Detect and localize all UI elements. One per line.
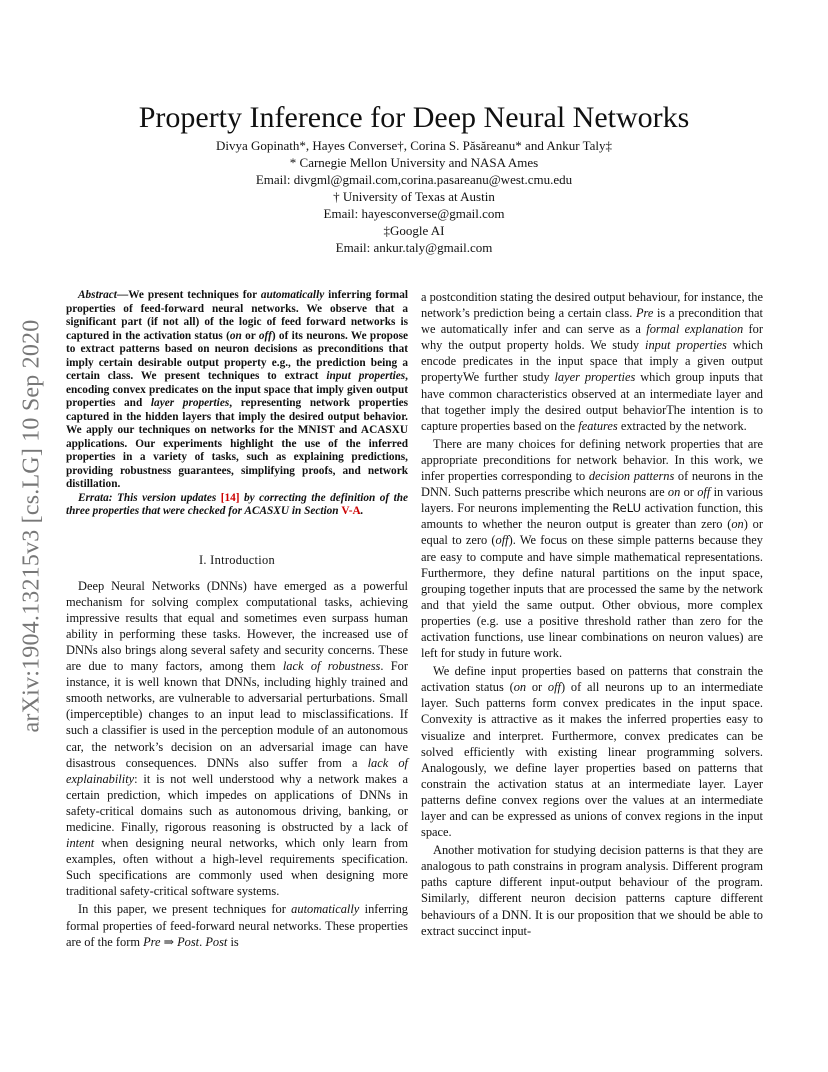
intro-paragraph-3: There are many choices for defining network properties that are appropriate preconditions for network behavior. In this work, we infer properties corresponding to decision patterns of neurons in the DNN. Such patterns prescribe which neurons are on or off in various layers. For neurons implementing the ReLU activation function, this amounts to whether the neuron output is greater than zero (on) or equal to zero (off). We focus on these simple patterns because they are easy to compute and have simple mathematical representations. Furthermore, they define natural partitions on the input space, grouping together inputs that are processed the same by the network and that yield the same output. Other obvious, more complex properties (e.g. use a positive threshold rather than zero for the activation functions, use linear combinations on neuron values) are left for study in future work. bbox=[421, 436, 764, 661]
left-column bbox=[66, 289, 408, 952]
author-names: Divya Gopinath*, Hayes Converse†, Corina S. Păsăreanu* and Ankur Taly‡ bbox=[216, 138, 612, 153]
affiliation-ut: † University of Texas at Austin bbox=[333, 189, 495, 204]
section-heading-introduction: I. Introduction bbox=[198, 552, 276, 567]
intro-paragraph-4: We define input properties based on patterns that constrain the activation status (on or off) of all neurons up to an intermediate layer. Such patterns form convex predicates in the input space. Convexity is attractive as it makes the inferred properties easy to visualize and interpret. Furthermore, convex predicates can be solved efficiently with existing linear programming solvers. Analogously, we define layer properties based on patterns that constrain the activation status at an intermediate layer. Layer patterns define convex regions over the values at an intermediate layer and can be expressed as unions of convex regions in the input space. bbox=[421, 664, 763, 840]
right-column bbox=[421, 289, 763, 941]
email-ut: Email: hayesconverse@gmail.com bbox=[323, 206, 505, 221]
intro-paragraph-1: Deep Neural Networks (DNNs) have emerged as a powerful mechanism for solving complex computational tasks, achieving impressive results that equal and sometimes even surpass human ability in performing these tasks. However, the increased use of DNNs also brings along several safety and security concerns. These are due to many factors, among them lack of robustness. For instance, it is well known that DNNs, including highly trained and smooth networks, are vulnerable to adversarial perturbations. Small (imperceptible) changes to an input lead to misclassifications. If such a classifier is used in the perception module of an autonomous car, the network’s decision on an adversarial image can have disastrous consequences. DNNs also suffer from a lack of explainability: it is not well understood why a network makes a certain prediction, which impedes on applications of DNNs in safety-critical domains such as autonomous driving, banking, or medicine. Finally, rigorous reasoning is obstructed by a lack of intent when designing neural networks, which only learn from examples, often without a high-level requirements specification. Such specifications are commonly used when designing more traditional safety-critical software systems. bbox=[66, 578, 408, 899]
intro-paragraph-2-continued: a postcondition stating the desired output behaviour, for instance, the network’s prediction being a certain class. Pre is a precondition that we automatically infer and can serve as a formal explanation for why the output property holds. We study input properties which encode predicates in the input space that imply a given output propertyWe further study layer properties which group inputs that have common characteristics observed at an intermediate layer and that together imply the desired output behaviorThe intention is to capture properties based on the features extracted by the network. bbox=[421, 290, 763, 433]
email-google: Email: ankur.taly@gmail.com bbox=[335, 240, 493, 255]
citation-link[interactable]: [14] bbox=[220, 491, 240, 504]
paper-title: Property Inference for Deep Neural Networks bbox=[138, 101, 690, 135]
intro-paragraph-2: In this paper, we present techniques for automatically inferring formal properties of feed-forward neural networks. These properties are of the form Pre ⇒ Post. Post is bbox=[66, 902, 408, 949]
arxiv-sidebar bbox=[14, 286, 50, 766]
affiliation-google: ‡Google AI bbox=[383, 223, 445, 238]
intro-paragraph-5: Another motivation for studying decision patterns is that they are analogous to path constrains in program analysis. Different program paths capture different input-output behaviour of the program. Similarly, different neuron decision patterns capture different behaviours of a DNN. It is our proposition that we should be able to extract succinct input- bbox=[421, 843, 763, 938]
errata-note: Errata: This version updates [14] by correcting the definition of the three properties that were checked for ACASXU in Section V-A. bbox=[66, 491, 409, 517]
abstract: Abstract—We present techniques for automatically inferring formal properties of feed-forward neural networks. We observe that a significant part (if not all) of the logic of feed forward networks is captured in the activation status (on or off) of its neurons. We propose to extract patterns based on neuron decisions as preconditions that imply certain desirable output property e.g., the prediction being a certain class. We present techniques to extract input properties, encoding convex predicates on the input space that imply given output properties and layer properties, representing network properties captured in the hidden layers that imply the desired output behavior. We apply our techniques on networks for the MNIST and ACASXU applications. Our experiments highlight the use of the inferred properties in a variety of tasks, such as explaining predictions, providing robustness guarantees, simplifying proofs, and network distillation. bbox=[66, 289, 409, 490]
section-link[interactable]: V-A bbox=[341, 505, 361, 517]
email-cmu: Email: divgml@gmail.com,corina.pasareanu@west.cmu.edu bbox=[255, 172, 573, 187]
author-block bbox=[120, 137, 708, 256]
arxiv-identifier: arXiv:1904.13215v3 [cs.LG] 10 Sep 2020 bbox=[18, 319, 45, 733]
affiliation-cmu: * Carnegie Mellon University and NASA Ames bbox=[289, 155, 539, 170]
